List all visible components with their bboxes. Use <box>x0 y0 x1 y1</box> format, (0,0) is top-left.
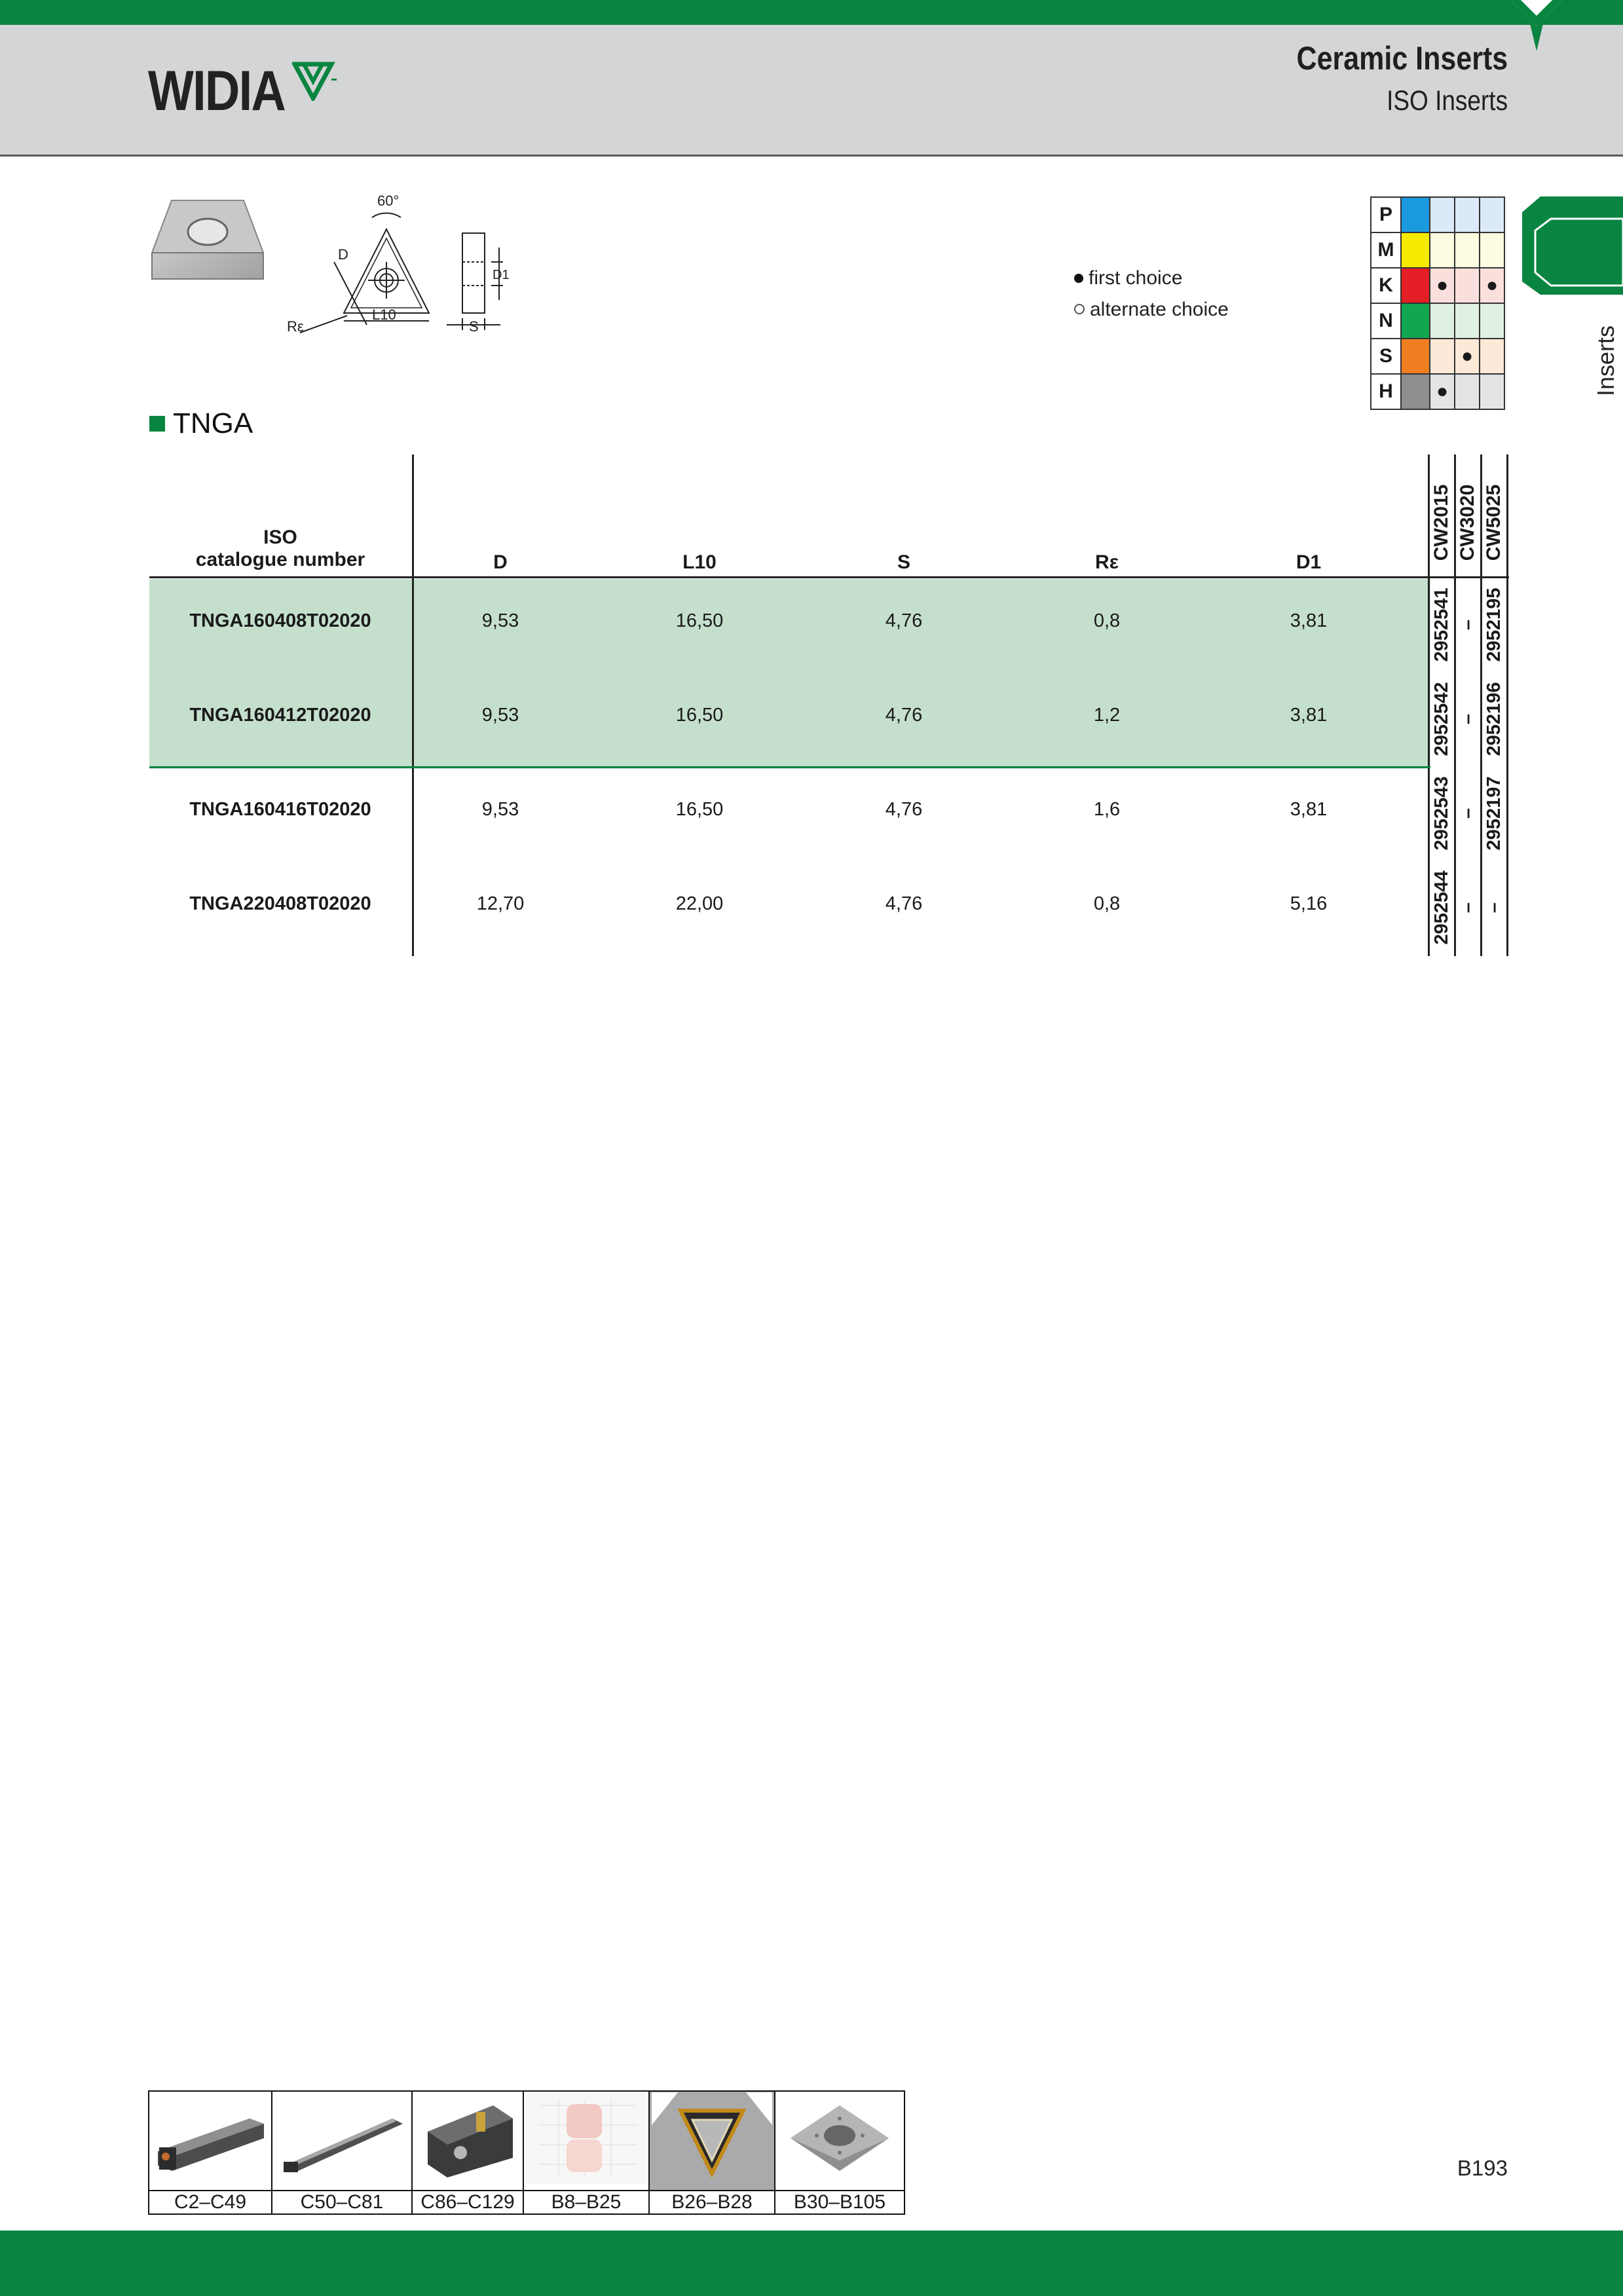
header-re: Rε <box>1095 551 1119 573</box>
material-grade-mark <box>1430 232 1455 268</box>
dim-label-re: Rε <box>287 318 304 335</box>
cell-re: 1,6 <box>1093 799 1121 820</box>
header-rule <box>0 155 1623 157</box>
grade-order-number: 2952542 <box>1431 682 1452 756</box>
legend-first-label: first choice <box>1089 267 1183 289</box>
material-row-m <box>1371 232 1504 268</box>
cell-d: 9,53 <box>481 799 519 820</box>
page-title: Ceramic Inserts <box>1296 40 1508 77</box>
grade-order-number: 2952541 <box>1431 587 1452 662</box>
material-color-swatch <box>1401 268 1430 303</box>
material-letter: H <box>1371 374 1401 409</box>
grade-header-cw2015: CW2015 <box>1430 484 1452 561</box>
grade-order-number: 2952543 <box>1431 776 1452 851</box>
boring-bar-image-icon <box>274 2092 409 2184</box>
insert-photo-icon <box>145 194 270 286</box>
cell-l10: 16,50 <box>675 705 724 726</box>
grade-order-number: 2952544 <box>1431 870 1452 945</box>
cell-s: 4,76 <box>885 799 923 820</box>
catalogue-number: TNGA160416T02020 <box>189 799 371 820</box>
cell-l10: 22,00 <box>675 893 724 914</box>
grade-order-number: – <box>1483 902 1504 914</box>
material-row-n <box>1371 303 1504 339</box>
filled-dot-icon <box>1074 274 1083 283</box>
material-color-swatch <box>1401 197 1430 232</box>
grade-order-number: 2952197 <box>1483 776 1504 851</box>
table-header-rule <box>149 576 1509 578</box>
legend-alternate-label: alternate choice <box>1090 299 1229 320</box>
cell-l10: 16,50 <box>675 610 724 631</box>
material-row-p <box>1371 197 1504 232</box>
angle-label: 60° <box>377 193 400 209</box>
header-catalogue-line2: catalogue number <box>195 549 365 570</box>
cell-l10: 16,50 <box>675 799 724 820</box>
cell-s: 4,76 <box>885 705 923 726</box>
header-d: D <box>493 551 508 573</box>
cell-d: 9,53 <box>481 610 519 631</box>
top-green-bar <box>0 0 1623 25</box>
material-color-swatch <box>1401 232 1430 268</box>
dim-label-l10: L10 <box>372 306 396 323</box>
catalogue-number: TNGA160408T02020 <box>189 610 371 631</box>
insert-dimension-drawing <box>282 190 524 341</box>
material-row-k <box>1371 268 1504 303</box>
section-square-icon <box>149 416 165 432</box>
material-grade-mark <box>1480 197 1504 232</box>
material-grade-mark <box>1455 268 1480 303</box>
material-grade-mark <box>1455 303 1480 339</box>
cell-re: 0,8 <box>1093 610 1121 631</box>
thumb-cartridge[interactable] <box>412 2091 523 2191</box>
material-letter: S <box>1371 339 1401 374</box>
cartridge-image-icon <box>415 2092 521 2184</box>
cell-d: 9,53 <box>481 705 519 726</box>
catalogue-column-divider <box>412 454 414 956</box>
band-bottom-rule <box>149 766 1430 768</box>
material-grade-mark <box>1430 303 1455 339</box>
dim-label-d: D <box>338 246 348 263</box>
cell-d: 12,70 <box>476 893 525 914</box>
material-color-swatch <box>1401 374 1430 409</box>
material-grade-mark <box>1430 197 1455 232</box>
header-d1: D1 <box>1296 551 1322 573</box>
cell-re: 0,8 <box>1093 893 1121 914</box>
corner-notch-icon <box>1510 0 1563 52</box>
widia-logo <box>148 60 307 122</box>
material-grade-mark <box>1455 197 1480 232</box>
grade-order-number: – <box>1457 807 1478 819</box>
dim-label-d1: D1 <box>493 268 510 282</box>
legend-alternate-choice <box>1074 299 1229 321</box>
grade-header-cw5025: CW5025 <box>1483 484 1504 561</box>
cell-d1: 3,81 <box>1290 799 1328 820</box>
thumb-square-insert[interactable] <box>775 2091 905 2191</box>
grade-order-number: – <box>1457 713 1478 725</box>
cell-d1: 3,81 <box>1290 705 1328 726</box>
bottom-green-bar <box>0 2231 1623 2296</box>
page-number: B193 <box>1457 2156 1508 2180</box>
cell-s: 4,76 <box>885 893 923 914</box>
header-l10: L10 <box>682 551 717 573</box>
square-insert-image-icon <box>777 2092 902 2184</box>
material-grade-mark: ● <box>1480 268 1504 303</box>
material-letter: M <box>1371 232 1401 268</box>
material-row-s <box>1371 339 1504 374</box>
brand-name: WIDIA <box>148 60 286 122</box>
material-grade-mark <box>1455 232 1480 268</box>
thumb-boring-bar[interactable] <box>272 2091 412 2191</box>
material-letter: N <box>1371 303 1401 339</box>
header-s: S <box>897 551 910 573</box>
material-grade-mark <box>1480 303 1504 339</box>
cell-d1: 5,16 <box>1290 893 1328 914</box>
catalogue-number: TNGA220408T02020 <box>189 893 371 914</box>
grade-order-number: 2952195 <box>1483 587 1504 662</box>
material-grade-mark <box>1480 374 1504 409</box>
ceramic-insert-image-icon <box>652 2092 772 2184</box>
thumbnail-page-range[interactable]: B8–B25 <box>523 2191 649 2214</box>
hollow-dot-icon <box>1074 304 1085 314</box>
material-grade-mark: ● <box>1455 339 1480 374</box>
toolholder-image-icon <box>151 2092 269 2184</box>
highlight-band <box>149 579 1430 769</box>
thumbnail-page-range[interactable]: C86–C129 <box>412 2191 523 2214</box>
catalogue-number: TNGA160412T02020 <box>189 705 371 726</box>
legend-first-choice <box>1074 267 1182 289</box>
thumb-ceramic-insert[interactable] <box>649 2091 775 2191</box>
material-grade-mark <box>1480 232 1504 268</box>
thumbnail-page-range[interactable]: C2–C49 <box>149 2191 272 2214</box>
grade-order-number: – <box>1457 902 1478 914</box>
header-catalogue-line1: ISO <box>263 527 297 548</box>
grade-order-number: 2952196 <box>1483 682 1504 756</box>
material-letter: K <box>1371 268 1401 303</box>
material-grade-mark <box>1455 374 1480 409</box>
thumbnail-page-range[interactable]: C50–C81 <box>272 2191 412 2214</box>
insert-table <box>149 454 1509 956</box>
thumb-toolholder[interactable] <box>149 2091 272 2191</box>
material-row-h <box>1371 374 1504 409</box>
technical-chart-image-icon <box>526 2092 646 2184</box>
material-color-swatch <box>1401 339 1430 374</box>
side-tab-marker <box>1521 196 1623 295</box>
material-letter: P <box>1371 197 1401 232</box>
material-grade-mark <box>1480 339 1504 374</box>
widia-logo-mark-icon <box>292 62 338 101</box>
page-subtitle: ISO Inserts <box>1387 85 1508 117</box>
material-color-swatch <box>1401 303 1430 339</box>
thumb-technical-info[interactable] <box>523 2091 649 2191</box>
material-grid <box>1370 196 1505 410</box>
side-tab-label: Inserts <box>1592 325 1620 397</box>
grade-header-cw3020: CW3020 <box>1457 484 1478 561</box>
dim-label-s: S <box>469 318 479 335</box>
material-grade-mark: ● <box>1430 374 1455 409</box>
section-title: TNGA <box>173 407 253 439</box>
cell-s: 4,76 <box>885 610 923 631</box>
cross-reference-thumbnails <box>148 2090 905 2215</box>
thumbnail-page-range[interactable]: B30–B105 <box>775 2191 905 2214</box>
material-grade-mark <box>1430 339 1455 374</box>
thumbnail-page-range[interactable]: B26–B28 <box>649 2191 775 2214</box>
material-grade-mark: ● <box>1430 268 1455 303</box>
cell-d1: 3,81 <box>1290 610 1328 631</box>
grade-order-number: – <box>1457 619 1478 631</box>
cell-re: 1,2 <box>1093 705 1121 726</box>
header-catalogue <box>149 527 411 571</box>
